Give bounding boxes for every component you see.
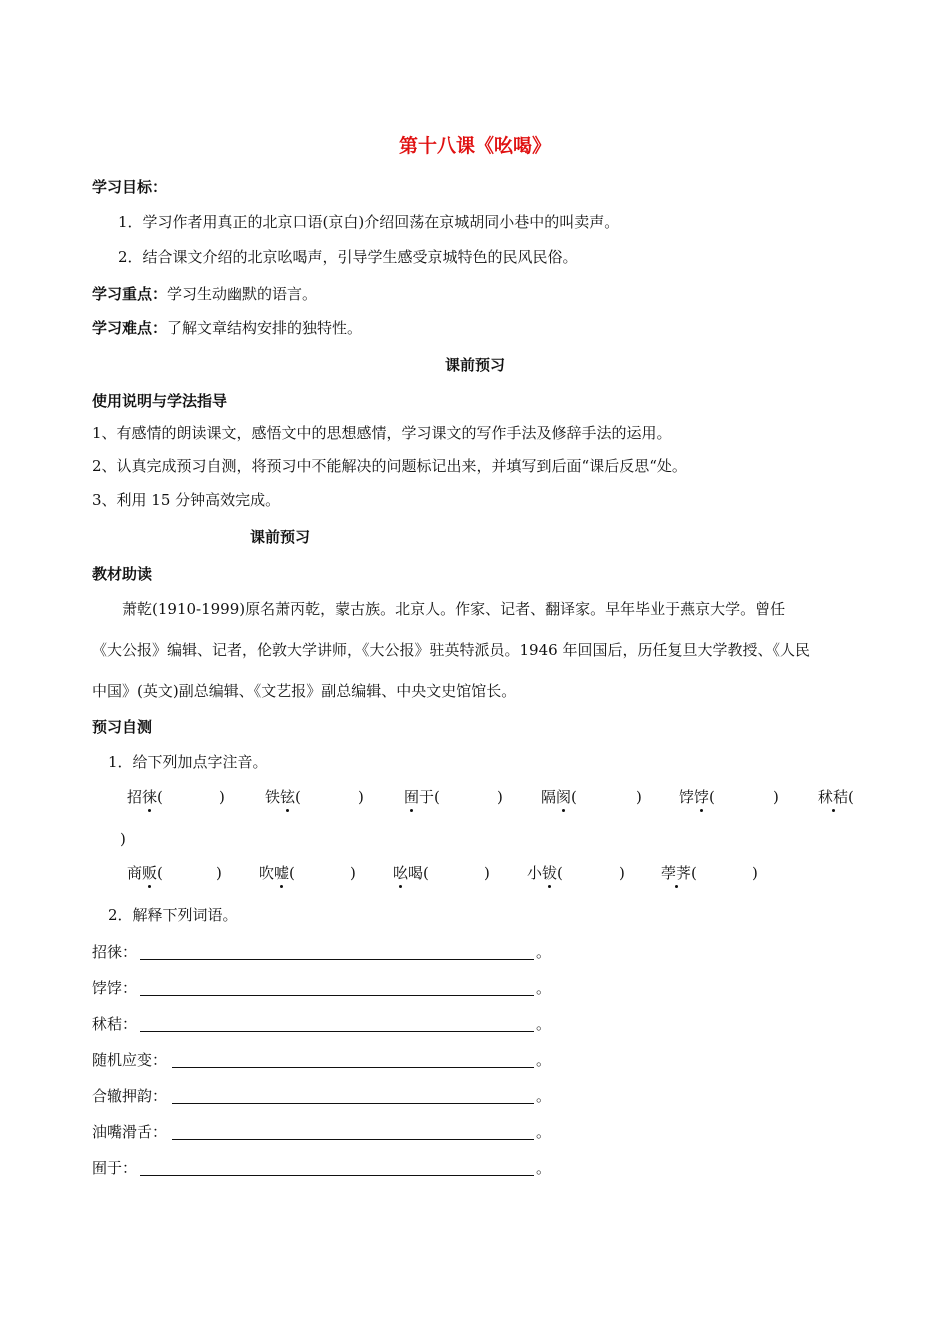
- pinyin-item: 小钹(: [527, 864, 563, 882]
- difficulty-line: [92, 318, 362, 338]
- period: 。: [536, 1087, 552, 1105]
- period: 。: [536, 1015, 552, 1033]
- pinyin-item: 招徕(: [127, 788, 163, 806]
- answer-close: ): [484, 864, 490, 882]
- pinyin-item: 吆喝(: [393, 864, 429, 882]
- objectives-heading: 学习目标：: [92, 178, 168, 196]
- pinyin-item: 商贩(: [127, 864, 163, 882]
- reading-line: 萧乾(1910-1999)原名萧丙乾，蒙古族。北京人。作家、记者、翻译家。早年毕业于燕京大学。曾任: [122, 600, 786, 618]
- answer-line[interactable]: [172, 1103, 534, 1104]
- difficulty-label: 学习难点：: [92, 319, 168, 337]
- answer-line[interactable]: [140, 995, 534, 996]
- focus-text: 学习生动幽默的语言。: [167, 285, 318, 303]
- answer-close: ): [358, 788, 364, 806]
- term-label: 合辙押韵：: [92, 1087, 168, 1105]
- answer-close: ): [216, 864, 222, 882]
- reading-line: 中国》(英文)副总编辑、《文艺报》副总编辑、中央文史馆馆长。: [92, 682, 517, 700]
- pinyin-item: 隔阂(: [541, 788, 577, 806]
- answer-line[interactable]: [172, 1139, 534, 1140]
- answer-line[interactable]: [140, 1031, 534, 1032]
- answer-close: ): [773, 788, 779, 806]
- term-label: 秫秸：: [92, 1015, 138, 1033]
- pinyin-item: 饽饽(: [679, 788, 715, 806]
- guide-heading: 使用说明与学法指导: [92, 392, 228, 410]
- objective-item: 1．学习作者用真正的北京口语(京白)介绍回荡在京城胡同小巷中的叫卖声。: [118, 213, 620, 231]
- answer-close: ): [619, 864, 625, 882]
- pinyin-item: 荸荠(: [661, 864, 697, 882]
- period: 。: [536, 943, 552, 961]
- difficulty-text: 了解文章结构安排的独特性。: [167, 319, 363, 337]
- term-label: 随机应变：: [92, 1051, 168, 1069]
- pinyin-item: 秫秸(: [818, 788, 854, 806]
- term-label: 油嘴滑舌：: [92, 1123, 168, 1141]
- term-label: 招徕：: [92, 943, 138, 961]
- section-heading-preview: 课前预习: [444, 356, 505, 374]
- section-heading-preview-2: 课前预习: [250, 528, 311, 546]
- focus-line: [92, 284, 317, 304]
- answer-close: ): [120, 830, 126, 848]
- period: 。: [536, 1123, 552, 1141]
- guide-item: 1、有感情的朗读课文，感悟文中的思想感情，学习课文的写作手法及修辞手法的运用。: [92, 424, 672, 442]
- page-title: 第十八课《吆喝》: [398, 135, 551, 157]
- guide-item: 2、认真完成预习自测，将预习中不能解决的问题标记出来，并填写到后面“课后反思“处。: [92, 457, 687, 475]
- period: 。: [536, 1051, 552, 1069]
- reading-line: 《大公报》编辑、记者，伦敦大学讲师，《大公报》驻英特派员。1946 年回国后，历任复旦大学教授、《人民: [92, 641, 810, 659]
- answer-close: ): [350, 864, 356, 882]
- answer-line[interactable]: [140, 1175, 534, 1176]
- answer-close: ): [497, 788, 503, 806]
- question-1: 1．给下列加点字注音。: [108, 753, 268, 771]
- answer-close: ): [219, 788, 225, 806]
- answer-close: ): [636, 788, 642, 806]
- pinyin-item: 吹嘘(: [259, 864, 295, 882]
- guide-item: 3、利用 15 分钟高效完成。: [92, 491, 281, 509]
- answer-line[interactable]: [172, 1067, 534, 1068]
- objective-item: 2．结合课文介绍的北京吆喝声，引导学生感受京城特色的民风民俗。: [118, 248, 578, 266]
- pinyin-item: 铁铉(: [265, 788, 301, 806]
- answer-line[interactable]: [140, 959, 534, 960]
- term-label: 囿于：: [92, 1159, 138, 1177]
- period: 。: [536, 979, 552, 997]
- term-label: 饽饽：: [92, 979, 138, 997]
- pinyin-item: 囿于(: [404, 788, 440, 806]
- focus-label: 学习重点：: [92, 285, 168, 303]
- question-2: 2．解释下列词语。: [108, 906, 238, 924]
- self-test-heading: 预习自测: [92, 718, 153, 736]
- answer-close: ): [752, 864, 758, 882]
- period: 。: [536, 1159, 552, 1177]
- reading-heading: 教材助读: [92, 565, 153, 583]
